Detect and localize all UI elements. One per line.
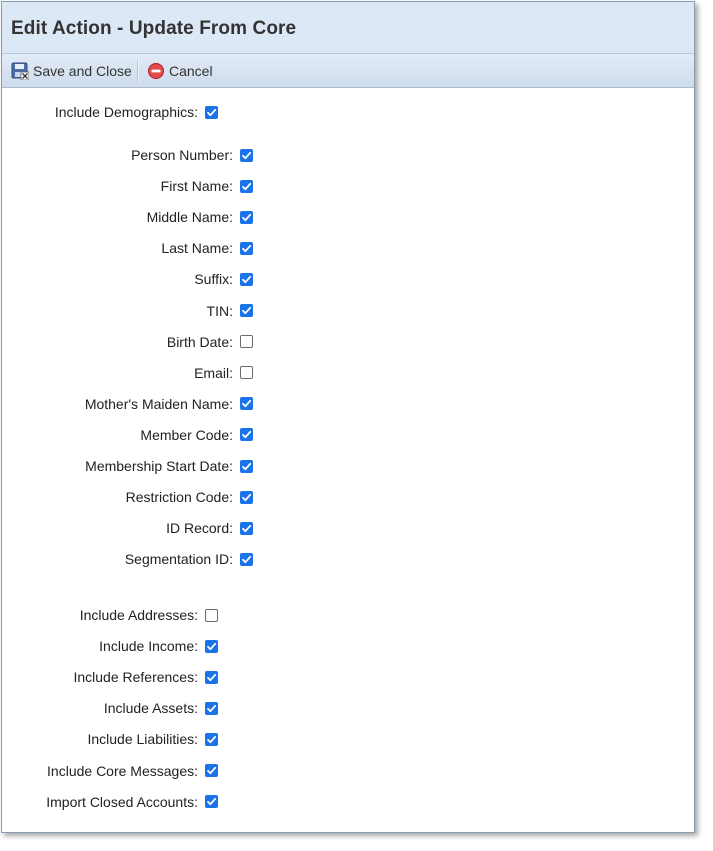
demographic-field-checkbox[interactable] [240,553,253,566]
window-title: Edit Action - Update From Core [11,18,297,39]
demographic-field-checkbox[interactable] [240,273,253,286]
demographic-field-label: ID Record: [166,520,233,537]
include-option-label: Import Closed Accounts: [46,793,198,810]
demographic-field-row [2,487,253,507]
toolbar [2,54,694,88]
demographic-field-label: Middle Name: [146,209,233,226]
cancel-button[interactable] [147,61,213,81]
demographic-field-row [2,456,253,476]
demographic-field-row [2,145,253,165]
demographic-field-label: TIN: [206,302,233,319]
include-option-row [2,667,218,687]
demographic-field-label: Email: [194,364,233,381]
include-option-row [2,761,218,781]
demographic-field-row [2,269,253,289]
include-option-checkbox[interactable] [205,795,218,808]
demographic-field-label: Mother's Maiden Name: [84,395,233,412]
save-and-close-label: Save and Close [33,63,132,79]
demographic-field-row [2,394,253,414]
save-and-close-button[interactable] [11,61,132,81]
demographic-field-checkbox[interactable] [240,304,253,317]
include-option-checkbox[interactable] [205,640,218,653]
cancel-label: Cancel [169,63,213,79]
demographic-field-row [2,332,253,352]
demographic-field-row [2,301,253,321]
demographic-field-label: Suffix: [194,271,233,288]
edit-action-window [1,1,695,833]
demographic-field-row [2,207,253,227]
cancel-icon [147,62,165,80]
floppy-disk-icon [11,62,29,80]
include-option-checkbox[interactable] [205,733,218,746]
include-demographics-row [2,102,218,122]
include-option-label: Include Liabilities: [87,731,198,748]
demographic-field-row [2,238,253,258]
demographic-field-label: Person Number: [131,147,233,163]
include-demographics-label: Include Demographics: [54,104,198,120]
demographic-field-checkbox[interactable] [240,242,253,255]
toolbar-separator [137,60,139,82]
demographic-field-checkbox[interactable] [240,491,253,504]
demographic-field-label: Segmentation ID: [124,551,233,568]
demographic-field-checkbox[interactable] [240,180,253,193]
demographic-field-label: First Name: [160,178,233,195]
demographic-field-label: Member Code: [140,426,233,443]
demographic-field-checkbox[interactable] [240,460,253,473]
demographic-field-checkbox[interactable] [240,335,253,348]
demographic-field-row [2,518,253,538]
include-option-checkbox[interactable] [205,702,218,715]
include-demographics-checkbox[interactable] [205,106,218,119]
include-option-row [2,729,218,749]
include-option-checkbox[interactable] [205,764,218,777]
include-option-label: Include Core Messages: [47,762,198,779]
include-option-row [2,636,218,656]
include-option-label: Include References: [73,669,198,686]
demographic-field-checkbox[interactable] [240,428,253,441]
demographic-field-label: Restriction Code: [125,489,233,506]
include-option-row [2,792,218,812]
demographic-field-row [2,176,253,196]
demographic-field-label: Last Name: [161,240,233,257]
demographic-field-label: Membership Start Date: [85,458,233,474]
demographic-field-checkbox[interactable] [240,397,253,410]
include-option-checkbox[interactable] [205,671,218,684]
demographic-field-checkbox[interactable] [240,522,253,535]
demographic-field-row [2,425,253,445]
include-option-checkbox[interactable] [205,609,218,622]
demographic-field-checkbox[interactable] [240,366,253,379]
title-bar [2,2,694,54]
demographic-field-checkbox[interactable] [240,211,253,224]
demographic-field-row [2,549,253,569]
include-option-row [2,698,218,718]
include-option-label: Include Addresses: [79,607,198,623]
include-option-label: Include Income: [99,638,198,655]
include-option-row [2,605,218,625]
demographic-field-label: Birth Date: [166,333,233,350]
include-option-label: Include Assets: [103,700,198,717]
demographic-field-row [2,363,253,383]
demographic-field-checkbox[interactable] [240,149,253,162]
